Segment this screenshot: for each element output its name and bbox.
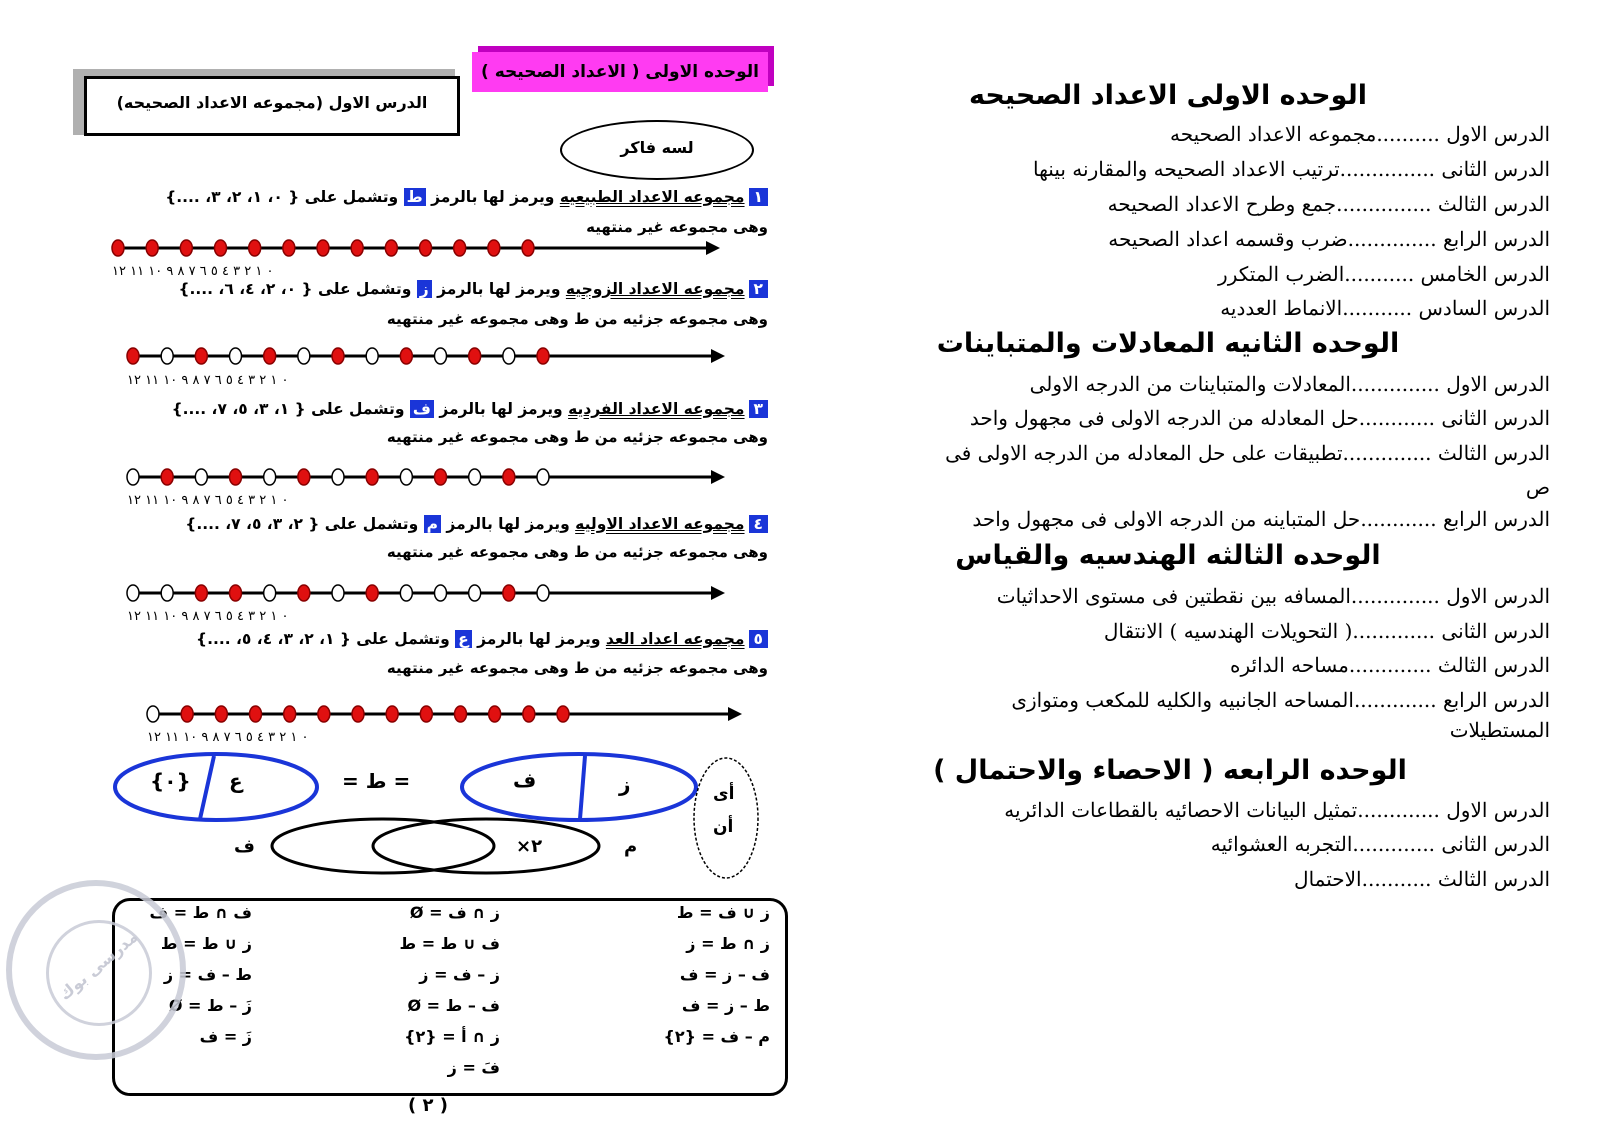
set-members: { ٠، ٢، ٤، ٦، ....} — [178, 280, 313, 298]
lesson-label: الدرس الاول — [1446, 372, 1550, 396]
set-symbol: ز — [417, 280, 432, 298]
lesson-title: المعادلات والمتباينات من الدرجه الاولى — [1029, 372, 1351, 396]
lesson-dots: ............ — [1360, 507, 1437, 531]
lesson-dots: ............. — [1352, 619, 1436, 643]
lesson-label: الدرس الرابع — [1442, 507, 1550, 531]
set-symbol-phrase: ويرمز لها بالرمز — [477, 630, 601, 648]
set-symbol-phrase: ويرمز لها بالرمز — [437, 280, 561, 298]
toc-lesson-row — [945, 441, 1550, 465]
set-members: { ٠، ١، ٢، ٣، ....} — [165, 188, 300, 206]
toc-lesson-row — [972, 507, 1550, 531]
lesson-dots: .......... — [1376, 122, 1440, 146]
oval-right-b: ز — [619, 772, 631, 796]
oval-right-a: ف — [513, 768, 537, 792]
lesson-dots: .............. — [1347, 227, 1437, 251]
lesson-label: الدرس الاول — [1446, 584, 1550, 608]
set-contains-phrase: وتشمل على — [324, 515, 419, 533]
unit-title: الوحده الرابعه ( الاحصاء والاحتمال ) — [933, 755, 1407, 786]
toc-lesson-row — [1108, 227, 1550, 251]
set-formula: ز ∪ ط = ط — [160, 934, 252, 953]
lesson-title: ( التحويلات الهندسيه ) الانتقال — [1103, 619, 1353, 643]
unit-title: الوحده الثانيه المعادلات والمتباينات — [936, 328, 1400, 359]
set-formula: ف – ط = Ø — [407, 996, 500, 1015]
set-symbol: ف — [410, 400, 434, 418]
set-formula: ز ∩ ف = Ø — [409, 903, 500, 922]
lesson-title-continuation: ص — [1525, 475, 1550, 499]
watermark-stamp — [6, 880, 186, 1060]
lesson-dots: ............. — [1353, 688, 1437, 712]
unit-title: الوحده الاولى الاعداد الصحيحه — [969, 80, 1367, 111]
set-name: مجموعه الاعداد الزوجيه — [565, 280, 745, 298]
set-name: مجموعه الاعداد الاوليه — [575, 515, 745, 533]
set-formula: ز – ف = ز — [419, 965, 500, 984]
venn-svg — [0, 0, 800, 880]
lesson-title: حل المعادله من الدرجه الاولى فى مجهول واحد — [969, 406, 1359, 430]
set-name: مجموعه الاعداد الفرديه — [568, 400, 745, 418]
set-number: ٢ — [749, 280, 768, 298]
toc-lesson-row — [1011, 688, 1550, 712]
set-contains-phrase: وتشمل على — [317, 280, 412, 298]
set-formula: ط – ز = ف — [681, 996, 770, 1015]
lesson-title-continuation: المستطيلات — [1449, 718, 1550, 742]
unit-title: الوحده الثالثه الهندسيه والقياس — [955, 540, 1381, 571]
set-description: وهى مجموعه غير منتهيه — [586, 218, 768, 236]
toc-lesson-row — [1218, 262, 1550, 286]
unit-banner: الوحده الاولى ( الاعداد الصحيحه ) — [472, 52, 768, 92]
set-formula: ف ∪ ط = ط — [399, 934, 500, 953]
lesson-label: الدرس الثالث — [1437, 653, 1550, 677]
toc-lesson-row — [1104, 619, 1550, 643]
toc-lesson-row — [997, 584, 1550, 608]
lesson-dots: ............... — [1336, 192, 1432, 216]
toc-lesson-row — [1108, 192, 1550, 216]
set-description: وهى مجموعه جزئيه من ط وهى مجموعه غير منتهيه — [386, 543, 768, 561]
lesson-dots: ........... — [1361, 867, 1432, 891]
set-name: مجموعه الاعداد الطبيعيه — [559, 188, 745, 206]
stamp-text: مدرسى بوك — [55, 927, 142, 1004]
lesson-title: ترتيب الاعداد الصحيحه والمقارنه بينها — [1032, 157, 1340, 181]
oval-left-divider — [200, 756, 214, 819]
venn-label-f: ف — [234, 836, 255, 857]
set-number: ٣ — [749, 400, 768, 418]
toc-lesson-row — [1170, 122, 1550, 146]
number-line-labels: ٠ ١ ٢ ٣ ٤ ٥ ٦ ٧ ٨ ٩ ١٠ ١١ ١٢ — [127, 493, 289, 508]
set-contains-phrase: وتشمل على — [304, 188, 399, 206]
toc-lesson-row — [1004, 798, 1550, 822]
set-symbol: ع — [455, 630, 472, 648]
set-formula: فَ = ز — [447, 1058, 500, 1077]
lesson-title: المسافه بين نقطتين فى مستوى الاحداثيات — [996, 584, 1351, 608]
number-line-labels: ٠ ١ ٢ ٣ ٤ ٥ ٦ ٧ ٨ ٩ ١٠ ١١ ١٢ — [112, 264, 274, 279]
set-symbol: م — [424, 515, 441, 533]
number-line-labels: ٠ ١ ٢ ٣ ٤ ٥ ٦ ٧ ٨ ٩ ١٠ ١١ ١٢ — [127, 373, 289, 388]
set-symbol: ط — [404, 188, 426, 206]
lesson-label: الدرس الثانى — [1441, 619, 1550, 643]
toc-lesson-row — [1030, 372, 1550, 396]
lesson-title: التجربه العشوائيه — [1210, 832, 1353, 856]
lesson-title: مساحه الدائره — [1230, 653, 1349, 677]
toc-lesson-row — [1211, 832, 1550, 856]
lesson-title: مجموعه الاعداد الصحيحه — [1170, 122, 1377, 146]
number-line-labels: ٠ ١ ٢ ٣ ٤ ٥ ٦ ٧ ٨ ٩ ١٠ ١١ ١٢ — [147, 730, 309, 745]
set-formula: ف ∩ ط = ف — [149, 903, 252, 922]
venn-equation: = ط = — [342, 769, 411, 793]
toc-lesson-row — [1033, 157, 1550, 181]
page-number: ( ٢ ) — [408, 1095, 448, 1116]
set-description: وهى مجموعه جزئيه من ط وهى مجموعه غير منتهيه — [386, 428, 768, 446]
set-symbol-phrase: ويرمز لها بالرمز — [431, 188, 555, 206]
toc-lesson-row — [1220, 296, 1550, 320]
set-formula: م – ف = {٢} — [663, 1027, 770, 1046]
set-members: { ١، ٢، ٣، ٤، ٥، ....} — [196, 630, 351, 648]
lesson-title-box: الدرس الاول (مجموعه الاعداد الصحيحه) — [84, 76, 460, 136]
oval-left-a: ع — [229, 769, 243, 793]
oval-left-b: {٠} — [150, 769, 191, 793]
set-number: ٤ — [749, 515, 768, 533]
lesson-label: الدرس الرابع — [1442, 227, 1550, 251]
toc-lesson-row — [1294, 867, 1550, 891]
venn-label-m: م — [624, 836, 638, 857]
set-contains-phrase: وتشمل على — [311, 400, 405, 418]
venn-left-ellipse — [272, 819, 494, 873]
ai-label: أى — [713, 784, 735, 804]
venn-label-2x: ٢× — [516, 836, 543, 857]
oval-right-divider — [580, 756, 585, 819]
venn-right-ellipse — [373, 819, 599, 873]
lesson-title: الاحتمال — [1294, 867, 1362, 891]
lesson-label: الدرس الثانى — [1441, 832, 1550, 856]
lesson-label: الدرس الاول — [1446, 798, 1550, 822]
set-formula: زَ – ط = Ø — [168, 996, 252, 1015]
lesson-dots: ........... — [1344, 262, 1415, 286]
lesson-dots: ............. — [1348, 653, 1432, 677]
lesson-title: الانماط العدديه — [1220, 296, 1343, 320]
lesson-label: الدرس السادس — [1418, 296, 1550, 320]
set-number: ٥ — [749, 630, 768, 648]
set-description: وهى مجموعه جزئيه من ط وهى مجموعه غير منتهيه — [386, 310, 768, 328]
set-formula: ط – ف = ز — [163, 965, 252, 984]
set-symbol-phrase: ويرمز لها بالرمز — [439, 400, 563, 418]
set-symbol-phrase: ويرمز لها بالرمز — [446, 515, 570, 533]
lesson-title: الضرب المتكرر — [1218, 262, 1345, 286]
lesson-label: الدرس الرابع — [1442, 688, 1550, 712]
set-description: وهى مجموعه جزئيه من ط وهى مجموعه غير منتهيه — [386, 659, 768, 677]
lesson-dots: .............. — [1342, 441, 1432, 465]
oval-left — [115, 754, 317, 820]
lesson-label: الدرس الثالث — [1437, 867, 1550, 891]
lesson-label: الدرس الاول — [1446, 122, 1550, 146]
lesson-label: الدرس الخامس — [1420, 262, 1550, 286]
an-label: أن — [713, 817, 734, 837]
lesson-label: الدرس الثالث — [1437, 441, 1550, 465]
thought-cloud: لسه فاكر — [560, 120, 754, 180]
set-formula: ف – ز = ف — [679, 965, 770, 984]
lesson-title: تطبيقات على حل المعادله من الدرجه الاولى فى — [945, 441, 1343, 465]
lesson-dots: .............. — [1350, 372, 1440, 396]
lesson-title: حل المتباينه من الدرجه الاولى فى مجهول واحد — [972, 507, 1361, 531]
lesson-label: الدرس الثانى — [1441, 157, 1550, 181]
set-formula: زَ = ف — [199, 1027, 252, 1046]
set-formula: ز ∪ ف = ط — [676, 903, 770, 922]
toc-lesson-row — [970, 406, 1550, 430]
toc-lesson-row — [1230, 653, 1550, 677]
number-line-labels: ٠ ١ ٢ ٣ ٤ ٥ ٦ ٧ ٨ ٩ ١٠ ١١ ١٢ — [127, 609, 289, 624]
lesson-dots: .............. — [1350, 584, 1440, 608]
set-name: مجموعه اعداد العد — [605, 630, 745, 648]
set-contains-phrase: وتشمل على — [356, 630, 450, 648]
lesson-dots: ............. — [1357, 798, 1440, 822]
lesson-title: جمع وطرح الاعداد الصحيحه — [1107, 192, 1337, 216]
set-members: { ٢، ٣، ٥، ٧، ....} — [185, 515, 320, 533]
lesson-title: ضرب وقسمه اعداد الصحيحه — [1108, 227, 1348, 251]
set-formula: ز ∩ ط = ز — [686, 934, 770, 953]
lesson-dots: ............... — [1339, 157, 1436, 181]
lesson-dots: ............ — [1358, 406, 1436, 430]
set-number: ١ — [749, 188, 768, 206]
set-members: { ١، ٣، ٥، ٧، ....} — [171, 400, 306, 418]
lesson-dots: ............. — [1352, 832, 1436, 856]
lesson-dots: ........... — [1342, 296, 1413, 320]
lesson-label: الدرس الثالث — [1437, 192, 1550, 216]
lesson-label: الدرس الثانى — [1441, 406, 1550, 430]
lesson-title: تمثيل البيانات الاحصائيه بالقطاعات الدائريه — [1004, 798, 1358, 822]
set-formula: ز ∩ أ = {٢} — [404, 1027, 500, 1046]
lesson-title: المساحه الجانبيه والكليه للمكعب ومتوازى — [1011, 688, 1354, 712]
